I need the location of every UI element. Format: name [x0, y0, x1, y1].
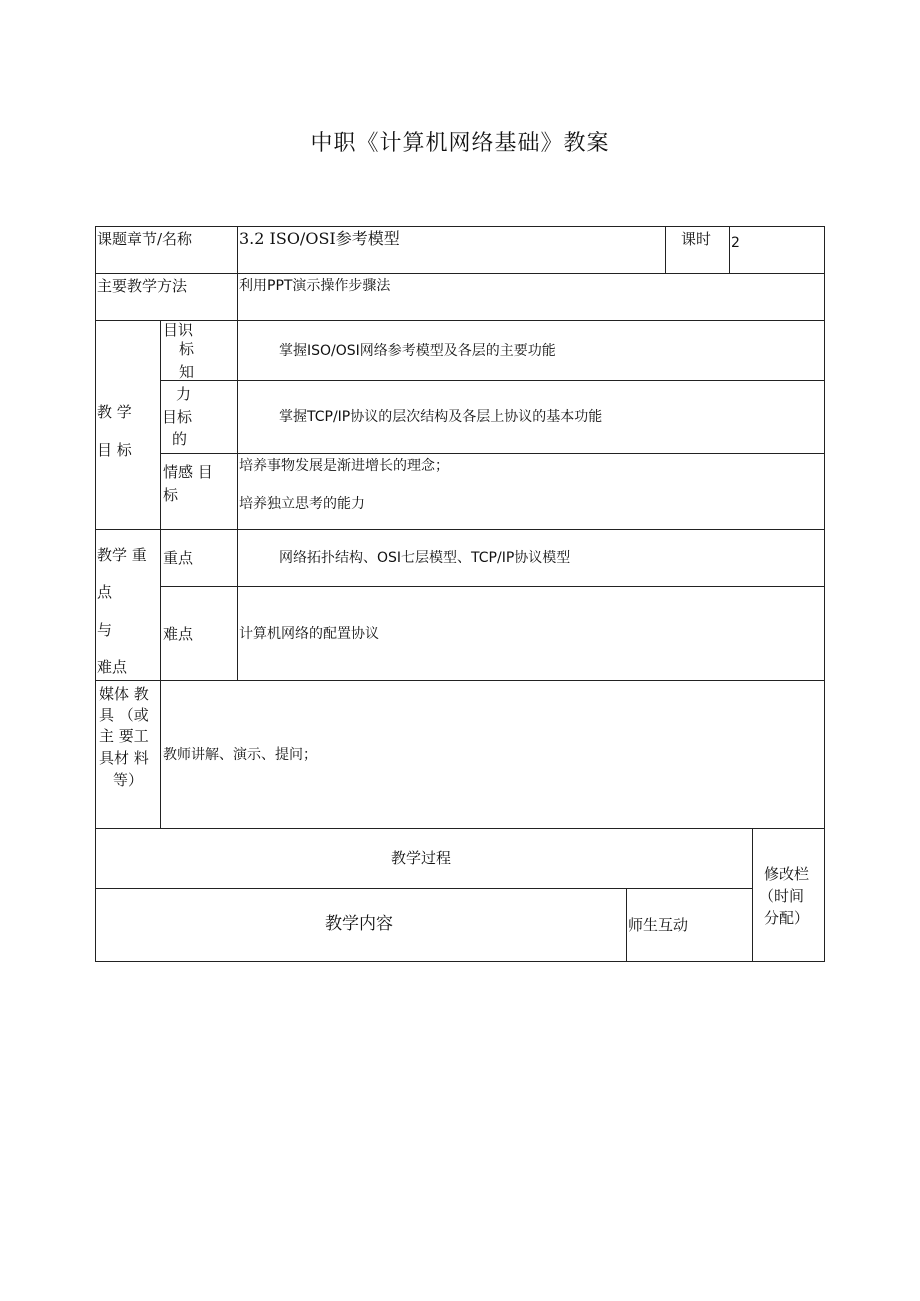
knowledge-objective-value: 掌握ISO/OSI网络参考模型及各层的主要功能 [279, 343, 556, 359]
table-rule [95, 888, 752, 889]
hours-label: 课时 [681, 230, 712, 248]
key-point-label: 重点 [163, 549, 194, 567]
table-rule [160, 453, 825, 454]
knowledge-objective-label: 知 [179, 363, 195, 381]
table-rule [160, 380, 825, 381]
emotion-objective-value: 培养独立思考的能力 [239, 496, 365, 512]
media-label: 媒体 教 [99, 685, 149, 703]
table-rule [752, 828, 753, 962]
table-rule [95, 226, 825, 227]
revision-header: 修改栏 [764, 865, 810, 883]
ability-objective-label: 的 [172, 430, 188, 448]
page-title: 中职《计算机网络基础》教案 [310, 131, 610, 156]
emotion-objective-value: 培养事物发展是渐进增长的理念； [239, 458, 449, 474]
table-rule [95, 320, 825, 321]
interaction-header: 师生互动 [628, 916, 689, 934]
table-rule [95, 529, 825, 530]
method-value: 利用PPT演示操作步骤法 [239, 278, 391, 294]
table-rule [237, 320, 238, 680]
focus-label: 点 [97, 583, 113, 601]
method-label: 主要教学方法 [97, 277, 188, 295]
media-label: 具 （或 [99, 706, 149, 724]
table-rule [626, 888, 627, 962]
table-rule [95, 273, 825, 274]
table-rule [824, 226, 825, 962]
content-header: 教学内容 [325, 914, 393, 934]
chapter-value: 3.2 ISO/OSI参考模型 [239, 229, 400, 248]
table-rule [729, 226, 730, 274]
focus-label: 教学 重 [97, 546, 147, 564]
knowledge-objective-label: 目识 [163, 321, 194, 339]
media-label: 主 要工 [99, 727, 149, 745]
objectives-label: 目 标 [97, 441, 132, 459]
revision-header: 分配） [764, 909, 810, 927]
key-point-value: 网络拓扑结构、OSI七层模型、TCP/IP协议模型 [279, 550, 571, 566]
focus-label: 难点 [97, 658, 128, 676]
table-rule [95, 828, 825, 829]
hours-value: 2 [731, 235, 740, 251]
objectives-label: 教 学 [97, 403, 132, 421]
emotion-objective-label: 情感 目 [163, 463, 213, 481]
chapter-label: 课题章节/名称 [97, 230, 193, 248]
knowledge-objective-label: 标 [179, 340, 195, 358]
media-label: 等） [113, 771, 144, 789]
table-rule [160, 586, 825, 587]
table-rule [95, 226, 96, 962]
table-rule [95, 961, 825, 962]
revision-header: （时间 [759, 887, 805, 905]
focus-label: 与 [97, 621, 113, 639]
table-rule [95, 680, 825, 681]
ability-objective-label: 目标 [162, 408, 193, 426]
ability-objective-label: 力 [176, 385, 192, 403]
difficult-point-value: 计算机网络的配置协议 [239, 626, 379, 642]
table-rule [237, 226, 238, 321]
emotion-objective-label: 标 [163, 486, 179, 504]
media-value: 教师讲解、演示、提问； [163, 747, 317, 763]
table-rule [160, 320, 161, 828]
table-rule [665, 226, 666, 274]
ability-objective-value: 掌握TCP/IP协议的层次结构及各层上协议的基本功能 [279, 409, 603, 425]
difficult-point-label: 难点 [163, 625, 194, 643]
media-label: 具材 料 [99, 749, 149, 767]
process-header: 教学过程 [391, 849, 452, 867]
